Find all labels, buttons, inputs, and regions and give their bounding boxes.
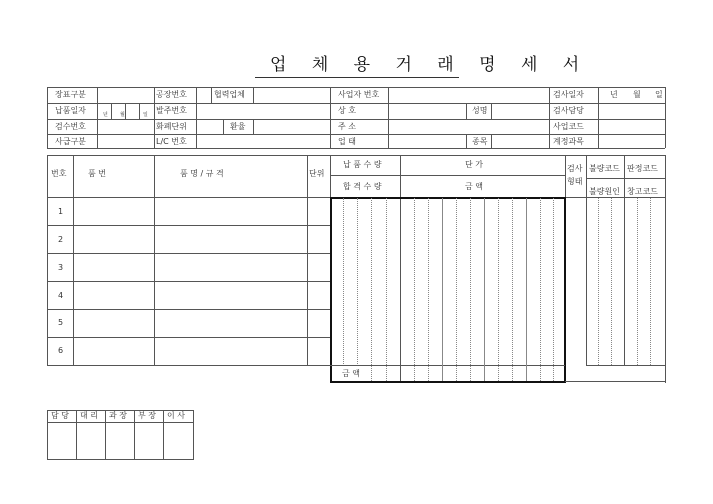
label-currency: 화폐단위 (156, 122, 187, 131)
label-exchange-rate: 환율 (230, 122, 246, 131)
row-number: 6 (58, 346, 64, 355)
label-delivery-date: 납품일자 (55, 106, 86, 115)
col-no: 번호 (51, 169, 67, 178)
label-day: 일 (655, 90, 663, 99)
approval-general-manager: 부 장 (138, 411, 156, 420)
row-number: 3 (58, 263, 64, 272)
col-unit: 단위 (309, 169, 325, 178)
label-inspector: 검사담당 (553, 106, 584, 115)
approval-staff: 담 당 (51, 411, 69, 420)
label-business-type: 업 태 (338, 137, 356, 146)
row-number: 4 (58, 291, 64, 300)
label-order-no: 발주번호 (156, 106, 187, 115)
row-number: 2 (58, 235, 64, 244)
label-month: 월 (633, 90, 641, 99)
col-amount: 금 액 (465, 182, 483, 191)
col-defect-code: 불량코드 (589, 164, 620, 173)
label-trade-name: 상 호 (338, 106, 356, 115)
col-delivery-qty: 납 품 수 량 (343, 160, 382, 169)
label-account: 계정과목 (553, 137, 584, 146)
label-category: 종목 (472, 137, 488, 146)
label-address: 주 소 (338, 122, 356, 131)
label-factory-no: 공장번호 (156, 90, 187, 99)
total-amount-label: 금 액 (342, 369, 360, 378)
col-unit-price: 단 가 (465, 160, 483, 169)
col-part-name-spec: 품 명 / 규 격 (180, 169, 224, 178)
row-number: 1 (58, 207, 64, 216)
label-supply-type: 사급구분 (55, 137, 86, 146)
label-receipt-no: 검수번호 (55, 122, 86, 131)
label-business-code: 사업코드 (553, 122, 584, 131)
label-lc-no: L/C 번호 (156, 137, 187, 146)
row-number: 5 (58, 318, 64, 327)
col-pass-qty: 합 격 수 량 (343, 182, 382, 191)
approval-manager: 과 장 (109, 411, 127, 420)
label-delivery-year: 년 (103, 112, 108, 118)
col-defect-cause: 불량원인 (589, 187, 620, 196)
label-inspection-date: 검사일자 (553, 90, 584, 99)
title-underline (255, 77, 459, 78)
col-inspection-type: 검사 형태 (567, 164, 583, 186)
label-name: 성명 (472, 106, 488, 115)
label-partner: 협력업체 (214, 90, 245, 99)
label-statement-type: 장표구분 (55, 90, 86, 99)
col-warehouse-code: 창고코드 (627, 187, 658, 196)
col-part-no: 품 번 (88, 169, 106, 178)
approval-director: 이 사 (167, 411, 185, 420)
label-delivery-day: 일 (143, 112, 148, 118)
approval-assistant-manager: 대 리 (80, 411, 98, 420)
label-year: 년 (610, 90, 618, 99)
col-judgement-code: 판정코드 (627, 164, 658, 173)
document-title: 업 체 용 거 래 명 세 서 (270, 55, 590, 75)
label-delivery-month: 월 (120, 112, 125, 118)
label-business-no: 사업자 번호 (338, 90, 380, 99)
